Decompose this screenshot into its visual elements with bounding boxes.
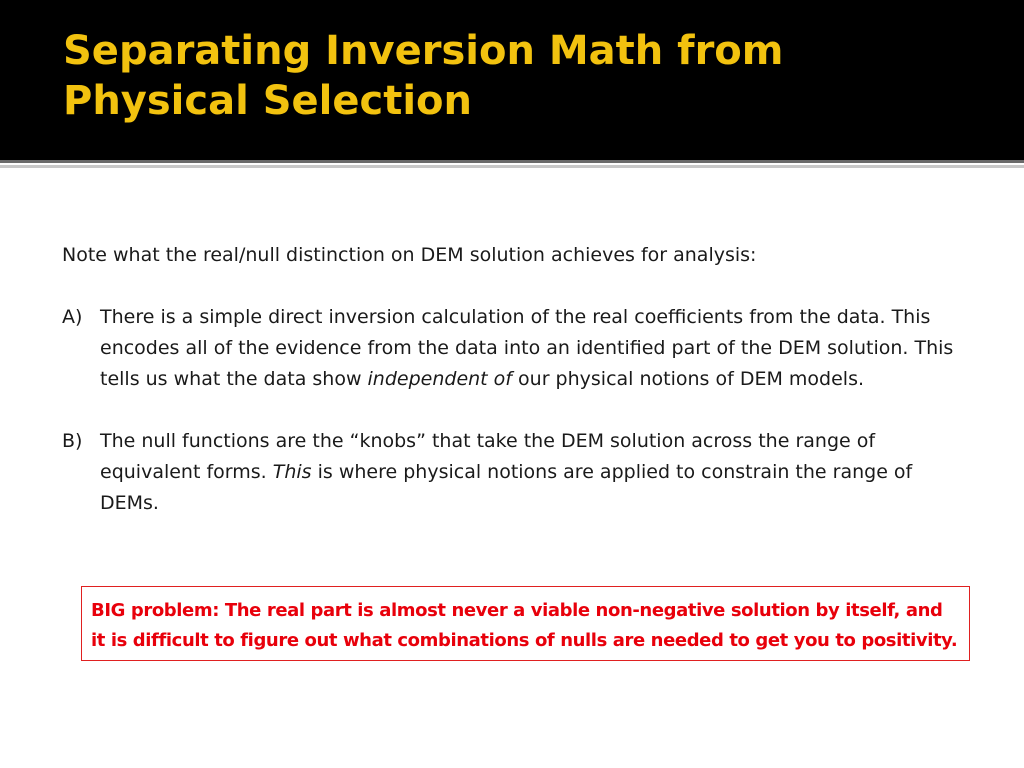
- list-item-a-text: [100, 306, 953, 390]
- slide-title-line-2: Physical Selection: [63, 78, 473, 124]
- list-item-b: [62, 426, 977, 519]
- slide-title-line-1: Separating Inversion Math from: [63, 28, 784, 74]
- list-item-b-text-end: is where physical notions are applied to constrain the range of DEMs.: [100, 461, 913, 514]
- list-item-b-text-start: The null functions are the “knobs” that take the DEM solution across the range of equivalent forms.: [100, 430, 876, 483]
- list-marker-b: B): [62, 430, 83, 452]
- slide-body: [62, 240, 977, 550]
- list-item-a-text-start: There is a simple direct inversion calculation of the real coefficients from the data. This encodes all of the evidence from the data into an identified part of the DEM solution. This tells us what the data show: [100, 306, 954, 390]
- list-item-a-emphasis: independent of: [367, 368, 512, 390]
- slide-title: [63, 26, 963, 126]
- title-band: [0, 0, 1024, 160]
- list-marker-a: A): [62, 306, 83, 328]
- list-item-a: [62, 302, 977, 395]
- list-item-b-emphasis: This: [272, 461, 312, 483]
- list-item-a-text-end: our physical notions of DEM models.: [512, 368, 865, 390]
- title-divider: [0, 160, 1024, 163]
- title-divider-shadow: [0, 165, 1024, 168]
- warning-callout: BIG problem: The real part is almost never a viable non-negative solution by itself, and it is difficult to figure out what combinations of nulls are needed to get you to positivity.: [81, 586, 970, 661]
- list-item-b-text: [100, 430, 912, 514]
- intro-text: Note what the real/null distinction on DEM solution achieves for analysis:: [62, 244, 757, 266]
